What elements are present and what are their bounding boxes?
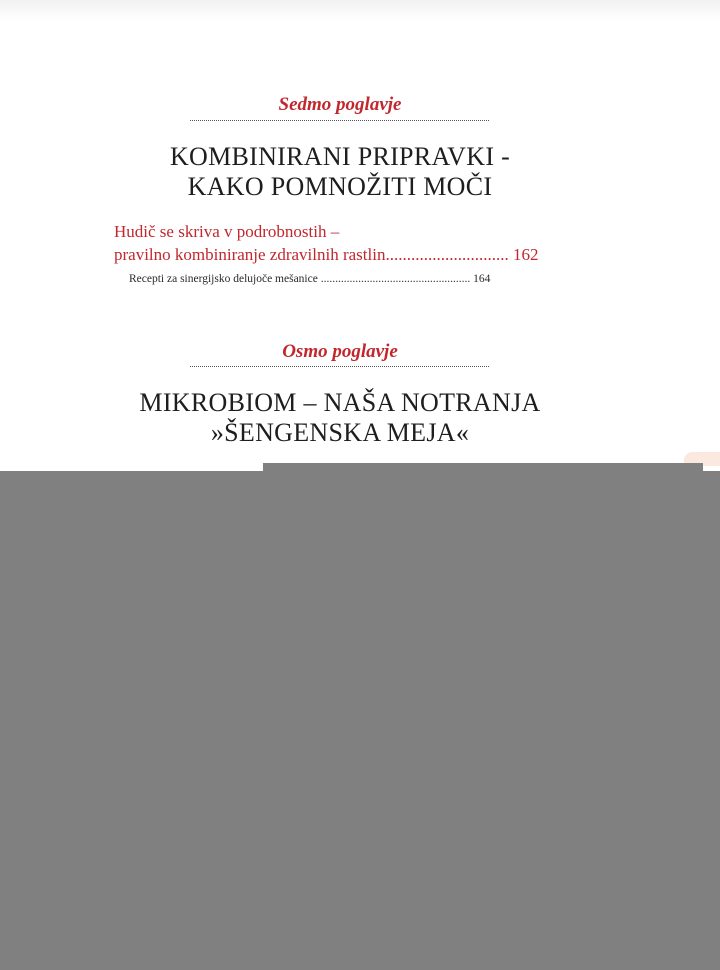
chapter-7-title-line-2: KAKO POMNOŽITI MOČI <box>187 172 493 201</box>
chapter-8-label: Osmo poglavje <box>282 341 398 362</box>
chapter-7-title <box>0 142 680 202</box>
chapter-8-title-line-1: MIKROBIOM – NAŠA NOTRANJA <box>139 388 541 417</box>
chapter-7-divider <box>190 120 489 121</box>
chapter-7-label: Sedmo poglavje <box>278 94 402 115</box>
gray-overlay <box>0 471 720 970</box>
toc-sub-entry-1[interactable]: Recepti za sinergijsko delujoče mešanice .................................................... 164 <box>129 273 491 285</box>
toc-entry-1-line-2: pravilno kombiniranje zdravilnih rastlin............................. 162 <box>114 245 539 264</box>
chapter-8-title-line-2: »ŠENGENSKA MEJA« <box>210 418 470 447</box>
toc-entry-1-line-1: Hudič se skriva v podrobnostih – <box>114 222 340 241</box>
chapter-8-divider <box>190 366 489 367</box>
toc-entry-1[interactable] <box>114 220 538 266</box>
chapter-7-title-line-1: KOMBINIRANI PRIPRAVKI - <box>169 142 511 171</box>
chapter-8-title <box>0 388 680 448</box>
top-shadow <box>0 0 720 22</box>
